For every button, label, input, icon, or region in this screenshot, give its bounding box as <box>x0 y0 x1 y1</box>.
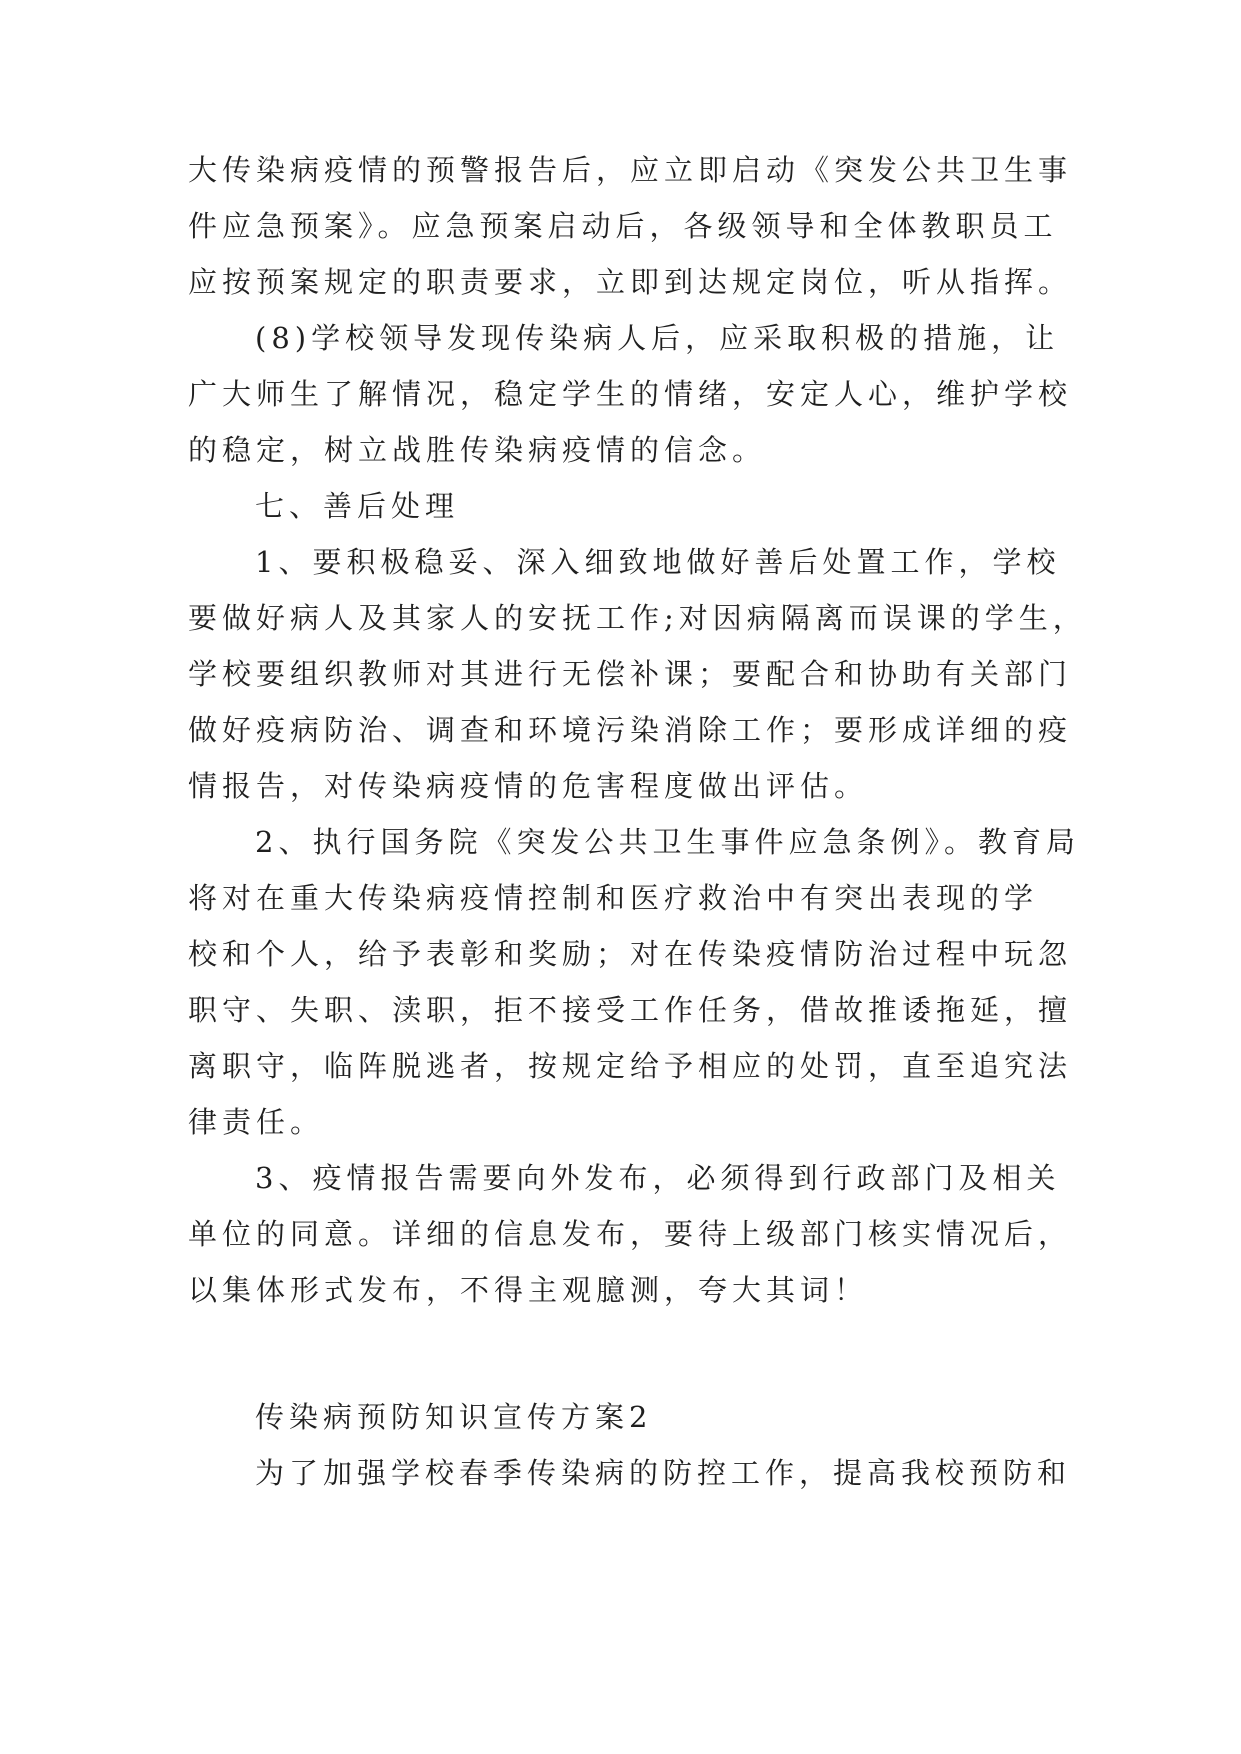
text-line: 的稳定，树立战胜传染病疫情的信念。 <box>188 433 767 467</box>
text-line: 2、执行国务院《突发公共卫生事件应急条例》。教育局 <box>255 825 1080 859</box>
text-line: 为了加强学校春季传染病的防控工作，提高我校预防和 <box>255 1456 1072 1490</box>
text-line: 以集体形式发布，不得主观臆测，夸大其词！ <box>188 1273 869 1307</box>
text-line: (8)学校领导发现传染病人后，应采取积极的措施，让 <box>255 321 1060 355</box>
text-line: 做好疫病防治、调查和环境污染消除工作；要形成详细的疫 <box>188 713 1073 747</box>
section-heading: 七、善后处理 <box>255 489 460 523</box>
text-line: 情报告，对传染病疫情的危害程度做出评估。 <box>188 769 869 803</box>
text-line: 要做好病人及其家人的安抚工作;对因病隔离而误课的学生， <box>188 601 1087 635</box>
text-line: 应按预案规定的职责要求，立即到达规定岗位，听从指挥。 <box>188 265 1073 299</box>
text-line: 广大师生了解情况，稳定学生的情绪，安定人心，维护学校 <box>188 377 1073 411</box>
text-line: 离职守，临阵脱逃者，按规定给予相应的处罚，直至追究法 <box>188 1049 1073 1083</box>
text-line: 大传染病疫情的预警报告后，应立即启动《突发公共卫生事 <box>188 153 1073 187</box>
text-line: 将对在重大传染病疫情控制和医疗救治中有突出表现的学 <box>188 881 1039 915</box>
text-line: 1、要积极稳妥、深入细致地做好善后处置工作，学校 <box>255 545 1061 579</box>
text-line: 校和个人，给予表彰和奖励；对在传染疫情防治过程中玩忽 <box>188 937 1073 971</box>
text-line: 件应急预案》。应急预案启动后，各级领导和全体教职员工 <box>188 209 1058 243</box>
document-title: 传染病预防知识宣传方案2 <box>255 1400 653 1434</box>
text-line: 3、疫情报告需要向外发布，必须得到行政部门及相关 <box>255 1161 1061 1195</box>
text-line: 单位的同意。详细的信息发布，要待上级部门核实情况后， <box>188 1217 1073 1251</box>
text-line: 律责任。 <box>188 1105 325 1139</box>
text-line: 学校要组织教师对其进行无偿补课；要配合和协助有关部门 <box>188 657 1073 691</box>
text-line: 职守、失职、渎职，拒不接受工作任务，借故推诿拖延，擅 <box>188 993 1073 1027</box>
